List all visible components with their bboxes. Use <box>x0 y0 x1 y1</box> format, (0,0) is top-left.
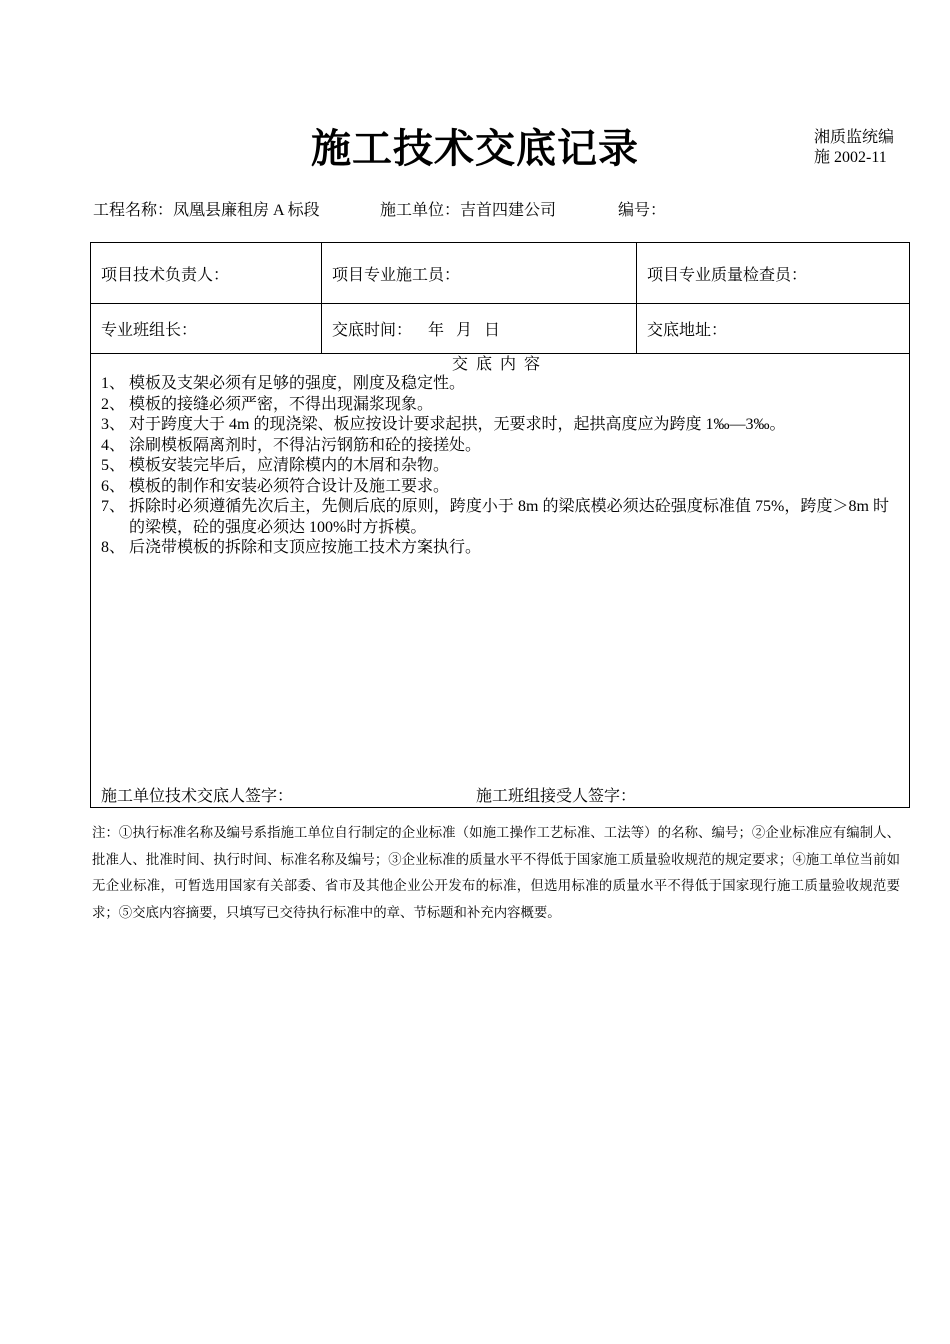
signature-row <box>101 787 901 807</box>
item-text: 对于跨度大于 4m 的现浇梁、板应按设计要求起拱，无要求时，起拱高度应为跨度 1‰—3‰。 <box>129 416 786 433</box>
item-text: 模板的制作和安装必须符合设计及施工要求。 <box>129 477 450 495</box>
item-text: 涂刷模板隔离剂时，不得沾污钢筋和砼的接搓处。 <box>129 436 482 454</box>
list-item <box>101 456 889 477</box>
list-item <box>101 374 889 395</box>
list-item <box>101 395 889 416</box>
list-item <box>101 538 889 559</box>
form-row-details <box>91 304 909 354</box>
form-row-personnel <box>91 243 909 304</box>
project-name: 工程名称：凤凰县廉租房 A 标段 <box>93 202 320 219</box>
team-leader-field: 专业班组长： <box>91 304 322 353</box>
team-receiver-label: 施工班组接受人签字： <box>476 788 637 805</box>
item-number: 6、 <box>101 477 126 495</box>
item-number: 7、 <box>101 498 126 515</box>
document-title: 施工技术交底记录 <box>311 126 639 171</box>
construction-worker-field: 项目专业施工员： <box>322 243 637 303</box>
item-number: 5、 <box>101 457 126 474</box>
construction-unit: 施工单位：吉首四建公司 <box>380 202 557 219</box>
handover-content <box>91 354 909 807</box>
handover-form <box>90 242 910 808</box>
item-text: 模板的接缝必须严密，不得出现漏浆现象。 <box>129 395 434 413</box>
handover-place-field: 交底地址： <box>647 322 728 339</box>
footnote: 注：①执行标准名称及编号系指施工单位自行制定的企业标准（如施工操作工艺标准、工法等）的名称、编号；②企业标准应有编制人、批准人、批准时间、执行时间、标准名称及编号；③企业标准的质量水平不得低于国家施工质量验收规范的规定要求；④施工单位当前如无企业标准，可暂选用国家有关部委、省市及其他企业公开发布的标准，但选用标准的质量水平不得低于国家现行施工质量验收规范要求；⑤交底内容摘要，只填写已交待执行标准中的章、节标题和补充内容概要。 <box>92 825 900 920</box>
item-text: 拆除时必须遵循先次后主，先侧后底的原则，跨度小于 8m 的梁底模必须达砼强度标准值 75%，跨度＞8m 时的梁模，砼的强度必须达 100%时方拆模。 <box>129 498 889 536</box>
quality-inspector-field: 项目专业质量检查员： <box>647 266 808 284</box>
content-heading: 交底内容 <box>451 356 548 373</box>
item-number: 8、 <box>101 539 126 556</box>
unit-signer-label: 施工单位技术交底人签字： <box>101 788 294 805</box>
item-text: 后浇带模板的拆除和支顶应按施工技术方案执行。 <box>129 539 482 556</box>
list-item <box>101 415 889 436</box>
item-text: 模板安装完毕后，应清除模内的木屑和杂物。 <box>129 457 450 474</box>
item-text: 模板及支架必须有足够的强度，刚度及稳定性。 <box>129 375 466 392</box>
list-item <box>101 497 889 538</box>
list-item <box>101 477 889 498</box>
item-number: 4、 <box>101 436 126 454</box>
document-code <box>814 128 894 168</box>
list-item <box>101 436 889 457</box>
content-list <box>101 374 889 559</box>
code-line-1: 湘质监统编 <box>814 129 895 146</box>
number-label: 编号： <box>618 202 667 219</box>
code-line-2: 施 2002-11 <box>814 149 887 166</box>
item-number: 3、 <box>101 416 126 433</box>
item-number: 2、 <box>101 395 126 413</box>
item-number: 1、 <box>101 375 126 392</box>
tech-lead-field: 项目技术负责人： <box>91 243 322 303</box>
handover-time-field: 交底时间： 年 月 日 <box>322 304 637 353</box>
